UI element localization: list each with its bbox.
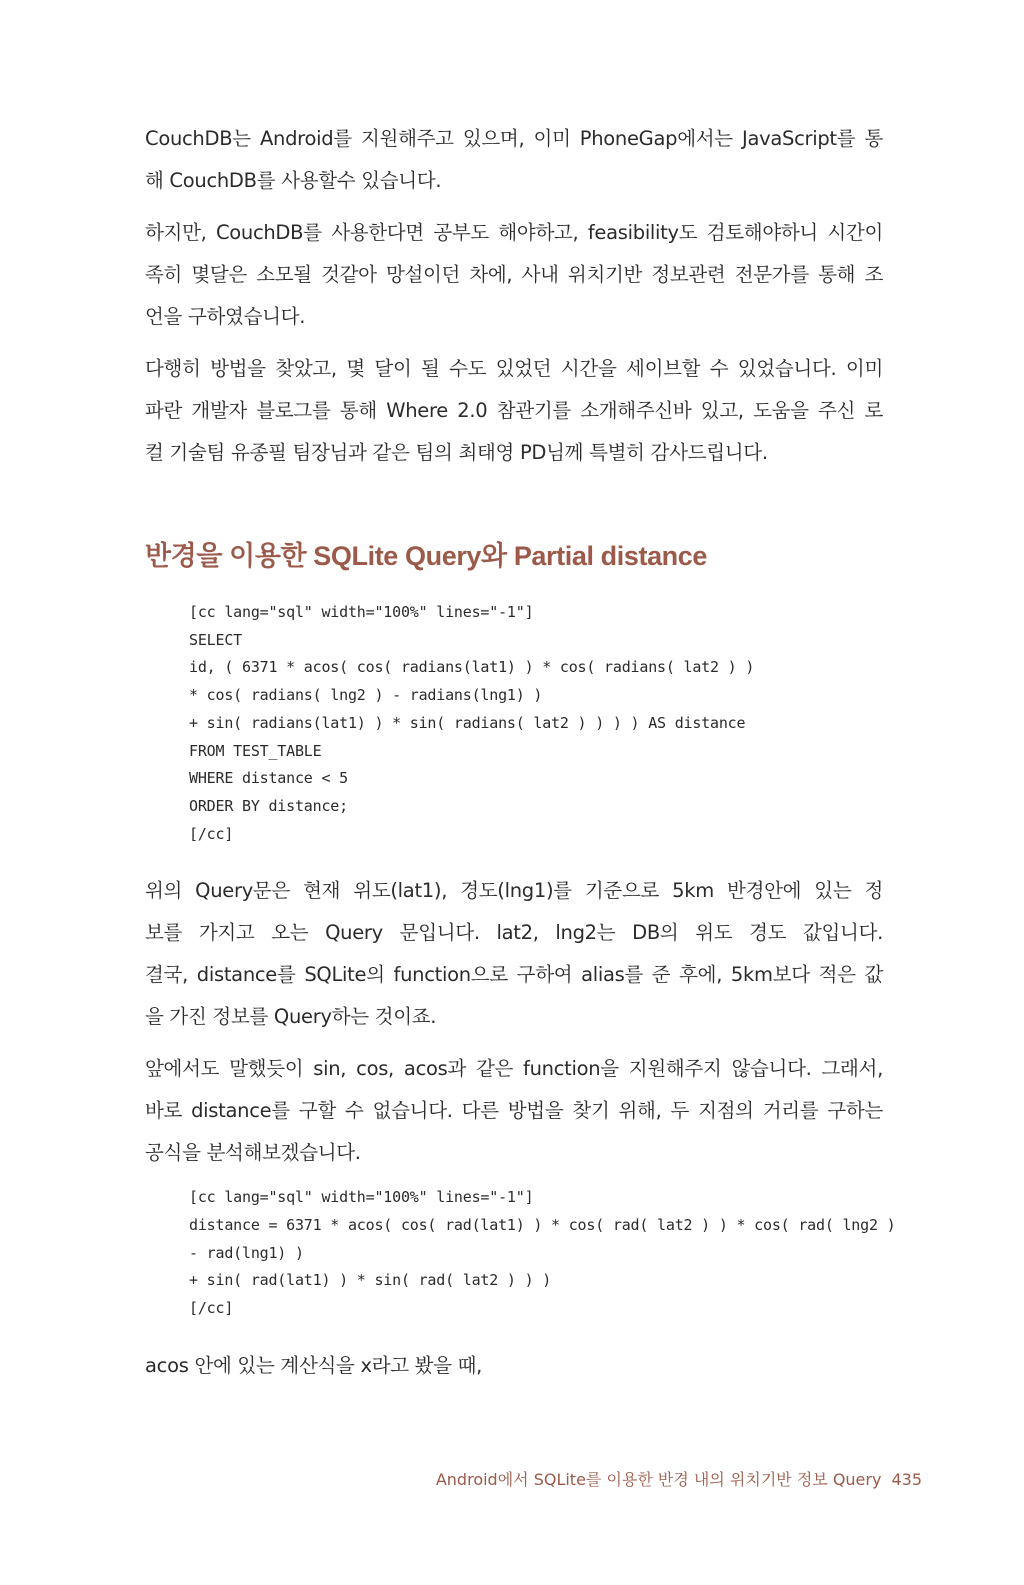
text-line: 앞에서도 말했듯이 sin, cos, acos과 같은 function을 지원해주지 않습니다. 그래서, [145,1057,883,1081]
paragraph-feasibility [145,212,883,338]
text-line: 결국, distance를 SQLite의 function으로 구하여 alias를 준 후에, 5km보다 적은 값 [145,963,883,987]
code-line: + sin( radians(lat1) ) * sin( radians( lat2 ) ) ) ) AS distance [189,713,746,732]
text-line: 바로 distance를 구할 수 없습니다. 다른 방법을 찾기 위해, 두 지점의 거리를 구하는 [145,1099,883,1123]
code-line: * cos( radians( lng2 ) - radians(lng1) ) [189,686,543,705]
page-number: 435 [891,1470,922,1489]
code-line: FROM TEST_TABLE [189,741,322,760]
text-line: 보를 가지고 오는 Query 문입니다. lat2, lng2는 DB의 위도 경도 값입니다. [145,921,883,945]
text-line: 해 CouchDB를 사용할수 있습니다. [145,169,442,192]
text-line: 하지만, CouchDB를 사용한다면 공부도 해야하고, feasibility도 검토해야하니 시간이 [145,221,883,244]
code-line: - rad(lng1) ) [189,1243,304,1262]
text-line: 컬 기술팀 유종필 팀장님과 같은 팀의 최태영 PD님께 특별히 감사드립니다. [145,441,768,464]
code-line: SELECT [189,630,242,649]
text-line: 공식을 분석해보겠습니다. [145,1141,361,1165]
page-footer [0,1467,922,1490]
paragraph-couchdb-support [145,118,883,202]
text-line: 언을 구하였습니다. [145,305,306,328]
text-line: 족히 몇달은 소모될 것같아 망설이던 차에, 사내 위치기반 정보관련 전문가를 통해 조 [145,263,883,286]
code-block-query [189,599,883,848]
code-line: + sin( rad(lat1) ) * sin( rad( lat2 ) ) ) [189,1271,552,1290]
paragraph-formula-analysis [145,1048,883,1174]
code-line: [/cc] [189,1299,234,1318]
code-line: [cc lang="sql" width="100%" lines="-1"] [189,1188,534,1207]
code-line: [cc lang="sql" width="100%" lines="-1"] [189,603,534,621]
code-block-distance [189,1184,896,1323]
text-line: acos 안에 있는 계산식을 x라고 봤을 때, [145,1353,483,1377]
text-line: 파란 개발자 블로그를 통해 Where 2.0 참관기를 소개해주신바 있고, 도움을 주신 로 [145,399,883,422]
paragraph-acos [145,1345,883,1387]
paragraph-query-explanation [145,870,883,1038]
text-line: 위의 Query문은 현재 위도(lat1), 경도(lng1)를 기준으로 5km 반경안에 있는 정 [145,879,883,903]
code-line: ORDER BY distance; [189,796,348,815]
running-title: Android에서 SQLite를 이용한 반경 내의 위치기반 정보 Query [435,1470,882,1489]
code-line: id, ( 6371 * acos( cos( radians(lat1) ) * cos( radians( lat2 ) ) [189,658,755,677]
text-line: CouchDB는 Android를 지원해주고 있으며, 이미 PhoneGap에서는 JavaScript를 통 [145,127,883,150]
code-line: [/cc] [189,824,234,843]
paragraph-acknowledgement [145,348,883,474]
section-heading: 반경을 이용한 SQLite Query와 Partial distance [145,541,708,571]
page-body [145,118,896,1397]
code-line: distance = 6371 * acos( cos( rad(lat1) ) * cos( rad( lat2 ) ) * cos( rad( lng2 ) [189,1216,896,1235]
code-line: WHERE distance < 5 [189,769,348,788]
text-line: 을 가진 정보를 Query하는 것이죠. [145,1005,437,1029]
text-line: 다행히 방법을 찾았고, 몇 달이 될 수도 있었던 시간을 세이브할 수 있었습니다. 이미 [145,357,883,380]
